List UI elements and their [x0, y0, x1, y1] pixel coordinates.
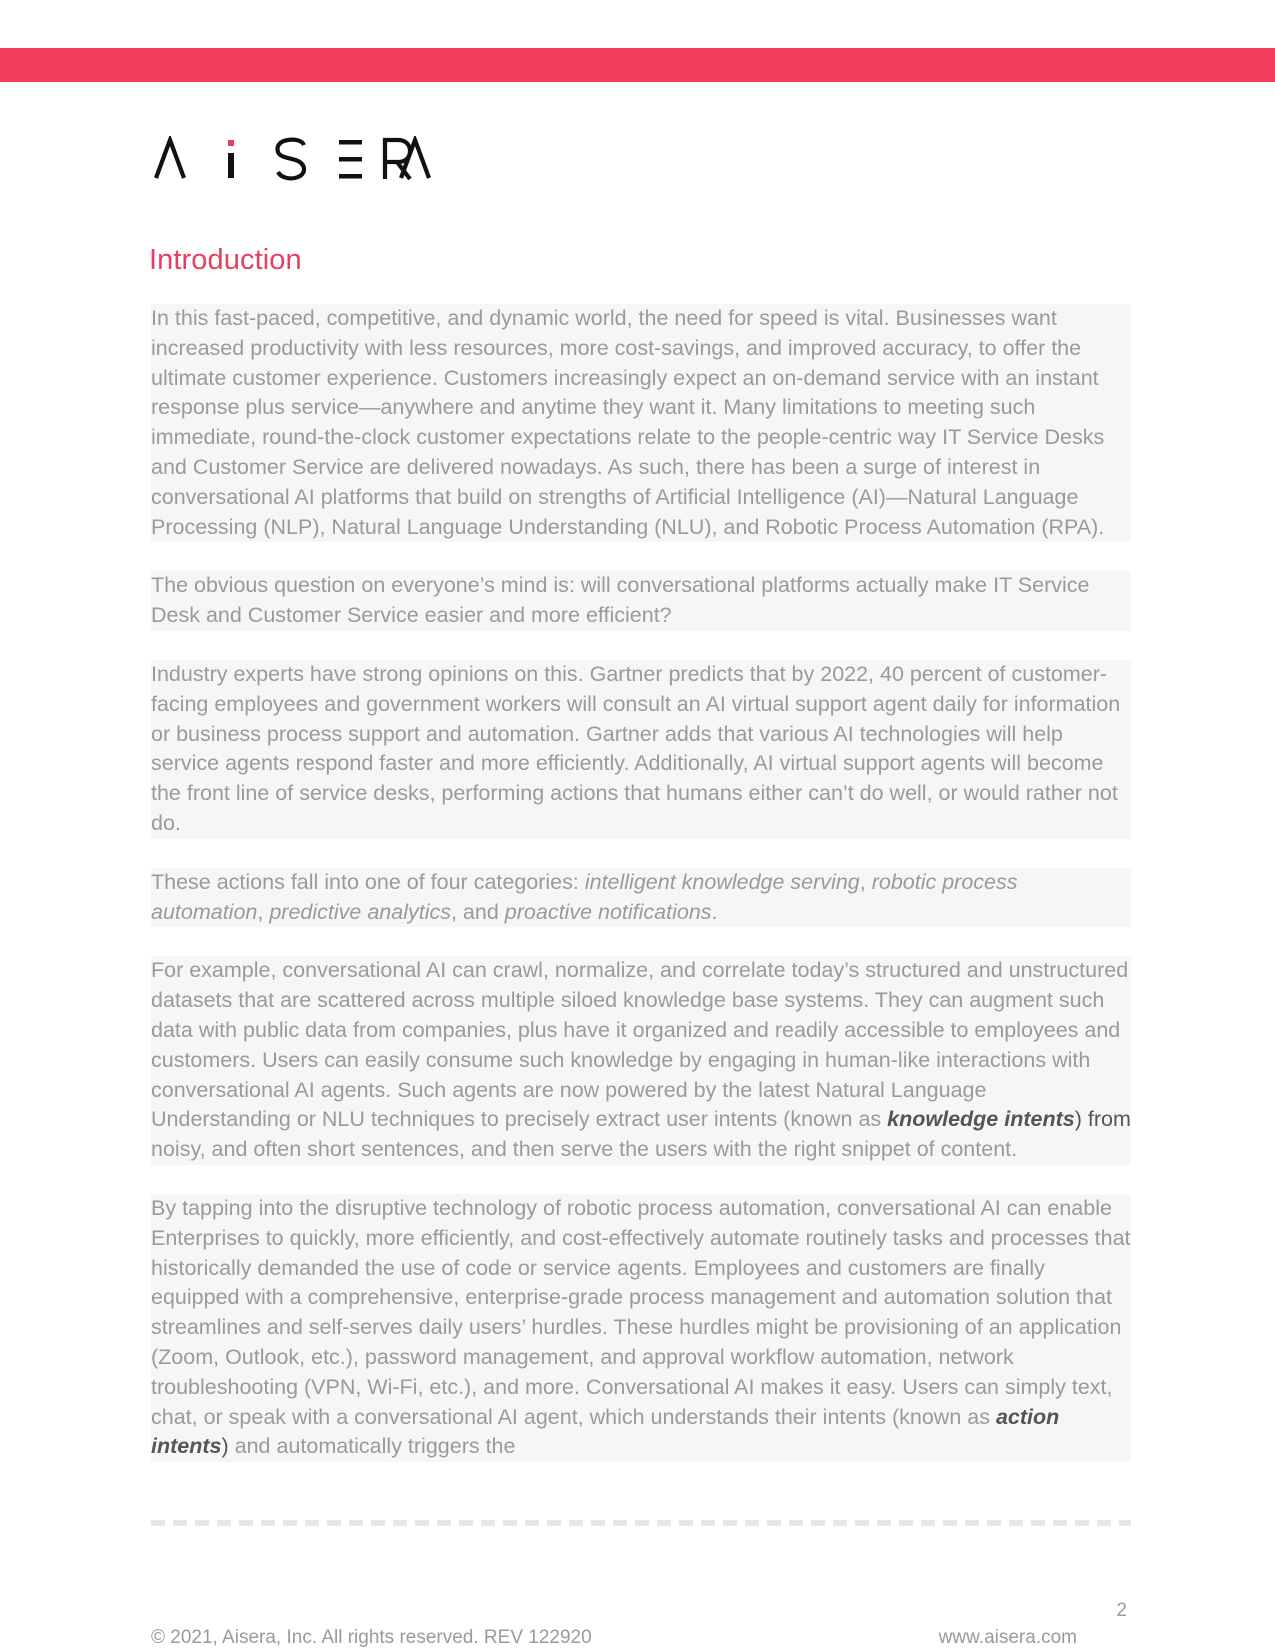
categories-end: . [711, 899, 718, 924]
aisera-logo [154, 136, 434, 182]
paragraph-intro: In this fast-paced, competitive, and dynamic world, the need for speed is vital. Businesses want increased productivity with less resources, more cost-savings, and improved accuracy, to offer the ultimate customer experience. Customers increasingly expect an on-demand service with an instant response plus service—anywhere and anytime they want it. Many limitations to meeting such immediate, round-the-clock customer expectations relate to the people-centric way IT Service Desks and Customer Service are delivered nowadays. As such, there has been a surge of interest in conversational AI platforms that build on strengths of Artificial Intelligence (AI)—Natural Language Processing (NLP), Natural Language Understanding (NLU), and Robotic Process Automation (RPA). [151, 304, 1131, 542]
rpa-text-before: By tapping into the disruptive technology of robotic process automation, conversational AI can enable Enterprises to quickly, more efficiently, and cost-effectively automate routinely tasks and processes that historically demanded the use of code or service agents. Employees and customers are finally equipped with a comprehensive, enterprise-grade process management and automation solution that streamlines and self-serves daily users’ hurdles. These hurdles might be provisioning of an application (Zoom, Outlook, etc.), password management, and approval workflow automation, network troubleshooting (VPN, Wi-Fi, etc.), and more. Conversational AI makes it easy. Users can simply text, chat, or speak with a conversational AI agent, which understands their intents (known as [151, 1195, 1131, 1429]
categories-separator: , [859, 869, 872, 894]
knowledge-close-paren: ) [1074, 1107, 1082, 1132]
categories-separator: , [257, 899, 270, 924]
categories-separator: , and [450, 899, 505, 924]
aisera-logo-mark [154, 136, 434, 182]
paragraph-industry-experts: Industry experts have strong opinions on this. Gartner predicts that by 2022, 40 percent of customer-facing employees and government workers will consult an AI virtual support agent daily for information or business process support and automation. Gartner adds that various AI technologies will help service agents respond faster and more efficiently. Additionally, AI virtual support agents will become the front line of service desks, performing actions that humans either can’t do well, or would rather not do. [151, 660, 1131, 839]
action-intents-term: action intents [151, 1404, 1060, 1459]
section-title: Introduction [149, 244, 302, 276]
rpa-close-paren: ) [221, 1434, 229, 1459]
knowledge-intents-term: knowledge intents [887, 1107, 1075, 1132]
rpa-text-after: and automatically triggers the [228, 1434, 516, 1459]
paragraph-rpa [151, 1194, 1131, 1462]
knowledge-from-word: from [1081, 1107, 1131, 1132]
truncated-text-line [151, 1520, 1131, 1526]
footer-website: www.aisera.com [938, 1627, 1077, 1648]
knowledge-text-after: noisy, and often short sentences, and then serve the users with the right snippet of content. [151, 1137, 1018, 1162]
category-robotic-process-automation: robotic process automation [151, 869, 1018, 924]
category-predictive-analytics: predictive analytics [269, 899, 451, 924]
paragraph-question: The obvious question on everyone’s mind is: will conversational platforms actually make IT Service Desk and Customer Service easier and more efficient? [151, 571, 1131, 631]
footer-copyright: © 2021, Aisera, Inc. All rights reserved. REV 122920 [151, 1627, 592, 1648]
paragraph-knowledge-example [151, 956, 1131, 1165]
knowledge-text-before: For example, conversational AI can crawl, normalize, and correlate today’s structured and unstructured datasets that are scattered across multiple siloed knowledge base systems. They can augment such data with public data from companies, plus have it organized and readily accessible to employees and customers. Users can easily consume such knowledge by engaging in human-like interactions with conversational AI agents. Such agents are now powered by the latest Natural Language Understanding or NLU techniques to precisely extract user intents (known as [151, 958, 1129, 1132]
header-accent-bar [0, 48, 1275, 82]
category-proactive-notifications: proactive notifications [504, 899, 712, 924]
paragraph-categories [151, 868, 1131, 928]
category-knowledge-serving: intelligent knowledge serving [584, 869, 860, 894]
categories-intro: These actions fall into one of four categories: [151, 869, 585, 894]
page-number: 2 [1116, 1600, 1127, 1621]
body-content [151, 304, 1131, 1491]
